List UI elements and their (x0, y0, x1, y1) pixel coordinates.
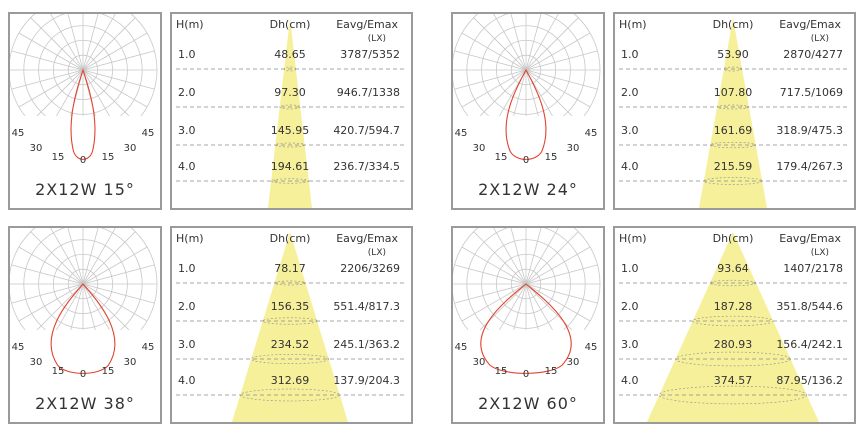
beam-caption: 2X12W 38° (35, 394, 135, 413)
row-height: 3.0 (621, 124, 639, 137)
beam-table (615, 14, 854, 208)
polar-diagram (10, 228, 160, 422)
angle-label: 45 (141, 128, 155, 139)
polar-diagram-panel (8, 12, 162, 210)
row-diameter: 312.69 (270, 374, 310, 387)
row-height: 4.0 (178, 374, 196, 387)
angle-label: 0 (522, 369, 530, 380)
angle-label: 45 (584, 128, 598, 139)
row-illuminance: 3787/5352 (340, 48, 400, 61)
row-illuminance: 156.4/242.1 (776, 338, 843, 351)
row-height: 2.0 (178, 300, 196, 313)
row-height: 2.0 (621, 300, 639, 313)
row-height: 1.0 (621, 262, 639, 275)
row-illuminance: 137.9/204.3 (333, 374, 400, 387)
row-height: 3.0 (178, 124, 196, 137)
row-illuminance: 87.95/136.2 (776, 374, 843, 387)
header-eavg: Eavg/Emax (336, 232, 398, 245)
angle-label: 30 (566, 143, 580, 154)
angle-label: 15 (544, 366, 558, 377)
row-height: 4.0 (621, 374, 639, 387)
row-height: 4.0 (178, 160, 196, 173)
row-diameter: 93.64 (717, 262, 749, 275)
beam-table (172, 14, 411, 208)
header-eavg: Eavg/Emax (779, 232, 841, 245)
row-diameter: 234.52 (270, 338, 310, 351)
angle-label: 30 (29, 357, 43, 368)
row-height: 4.0 (621, 160, 639, 173)
beam-table-panel (613, 226, 856, 424)
row-illuminance: 551.4/817.3 (333, 300, 400, 313)
row-diameter: 78.17 (274, 262, 306, 275)
row-illuminance: 236.7/334.5 (333, 160, 400, 173)
header-dh: Dh(cm) (269, 18, 311, 31)
beam-caption: 2X12W 15° (35, 180, 135, 199)
polar-diagram-panel (8, 226, 162, 424)
angle-label: 30 (566, 357, 580, 368)
row-illuminance: 2206/3269 (340, 262, 400, 275)
row-diameter: 187.28 (713, 300, 753, 313)
angle-label: 45 (454, 128, 468, 139)
header-h: H(m) (176, 232, 204, 245)
polar-diagram (10, 14, 160, 208)
row-illuminance: 179.4/267.3 (776, 160, 843, 173)
row-illuminance: 351.8/544.6 (776, 300, 843, 313)
beam-table (172, 228, 411, 422)
row-height: 1.0 (621, 48, 639, 61)
row-diameter: 161.69 (713, 124, 753, 137)
angle-label: 45 (454, 342, 468, 353)
polar-diagram-panel (451, 12, 605, 210)
beam-cone (647, 232, 819, 422)
row-height: 3.0 (178, 338, 196, 351)
row-diameter: 145.95 (270, 124, 310, 137)
row-illuminance: 318.9/475.3 (776, 124, 843, 137)
angle-label: 45 (11, 342, 25, 353)
polar-diagram-panel (451, 226, 605, 424)
beam-table-panel (613, 12, 856, 210)
beam-cone (699, 18, 767, 208)
row-illuminance: 717.5/1069 (779, 86, 843, 99)
row-diameter: 215.59 (713, 160, 753, 173)
angle-label: 15 (51, 152, 65, 163)
angle-label: 30 (29, 143, 43, 154)
row-height: 1.0 (178, 48, 196, 61)
row-diameter: 53.90 (717, 48, 749, 61)
polar-diagram (453, 14, 603, 208)
beam-caption: 2X12W 24° (478, 180, 578, 199)
row-height: 1.0 (178, 262, 196, 275)
row-diameter: 48.65 (274, 48, 306, 61)
angle-label: 30 (472, 143, 486, 154)
angle-label: 15 (51, 366, 65, 377)
row-diameter: 374.57 (713, 374, 753, 387)
angle-label: 15 (544, 152, 558, 163)
angle-label: 0 (522, 155, 530, 166)
angle-label: 45 (11, 128, 25, 139)
angle-label: 45 (584, 342, 598, 353)
row-diameter: 97.30 (274, 86, 306, 99)
row-illuminance: 1407/2178 (783, 262, 843, 275)
beam-table (615, 228, 854, 422)
row-illuminance: 946.7/1338 (336, 86, 400, 99)
header-eavg: Eavg/Emax (336, 18, 398, 31)
angle-label: 15 (494, 152, 508, 163)
header-h: H(m) (176, 18, 204, 31)
header-unit: (LX) (367, 34, 386, 44)
angle-label: 30 (123, 143, 137, 154)
angle-label: 15 (101, 366, 115, 377)
beam-cone (232, 232, 348, 422)
row-height: 2.0 (621, 86, 639, 99)
beam-table-panel (170, 12, 413, 210)
angle-label: 15 (101, 152, 115, 163)
header-unit: (LX) (810, 248, 829, 258)
row-illuminance: 420.7/594.7 (333, 124, 400, 137)
header-unit: (LX) (367, 248, 386, 258)
header-h: H(m) (619, 18, 647, 31)
row-diameter: 107.80 (713, 86, 753, 99)
header-dh: Dh(cm) (269, 232, 311, 245)
angle-label: 30 (123, 357, 137, 368)
row-diameter: 156.35 (270, 300, 310, 313)
header-dh: Dh(cm) (712, 18, 754, 31)
angle-label: 30 (472, 357, 486, 368)
header-eavg: Eavg/Emax (779, 18, 841, 31)
angle-label: 0 (79, 155, 87, 166)
polar-diagram (453, 228, 603, 422)
row-illuminance: 245.1/363.2 (333, 338, 400, 351)
beam-caption: 2X12W 60° (478, 394, 578, 413)
beam-table-panel (170, 226, 413, 424)
header-dh: Dh(cm) (712, 232, 754, 245)
row-height: 3.0 (621, 338, 639, 351)
angle-label: 0 (79, 369, 87, 380)
angle-label: 15 (494, 366, 508, 377)
row-illuminance: 2870/4277 (783, 48, 843, 61)
row-diameter: 194.61 (270, 160, 310, 173)
angle-label: 45 (141, 342, 155, 353)
row-diameter: 280.93 (713, 338, 753, 351)
header-unit: (LX) (810, 34, 829, 44)
header-h: H(m) (619, 232, 647, 245)
row-height: 2.0 (178, 86, 196, 99)
